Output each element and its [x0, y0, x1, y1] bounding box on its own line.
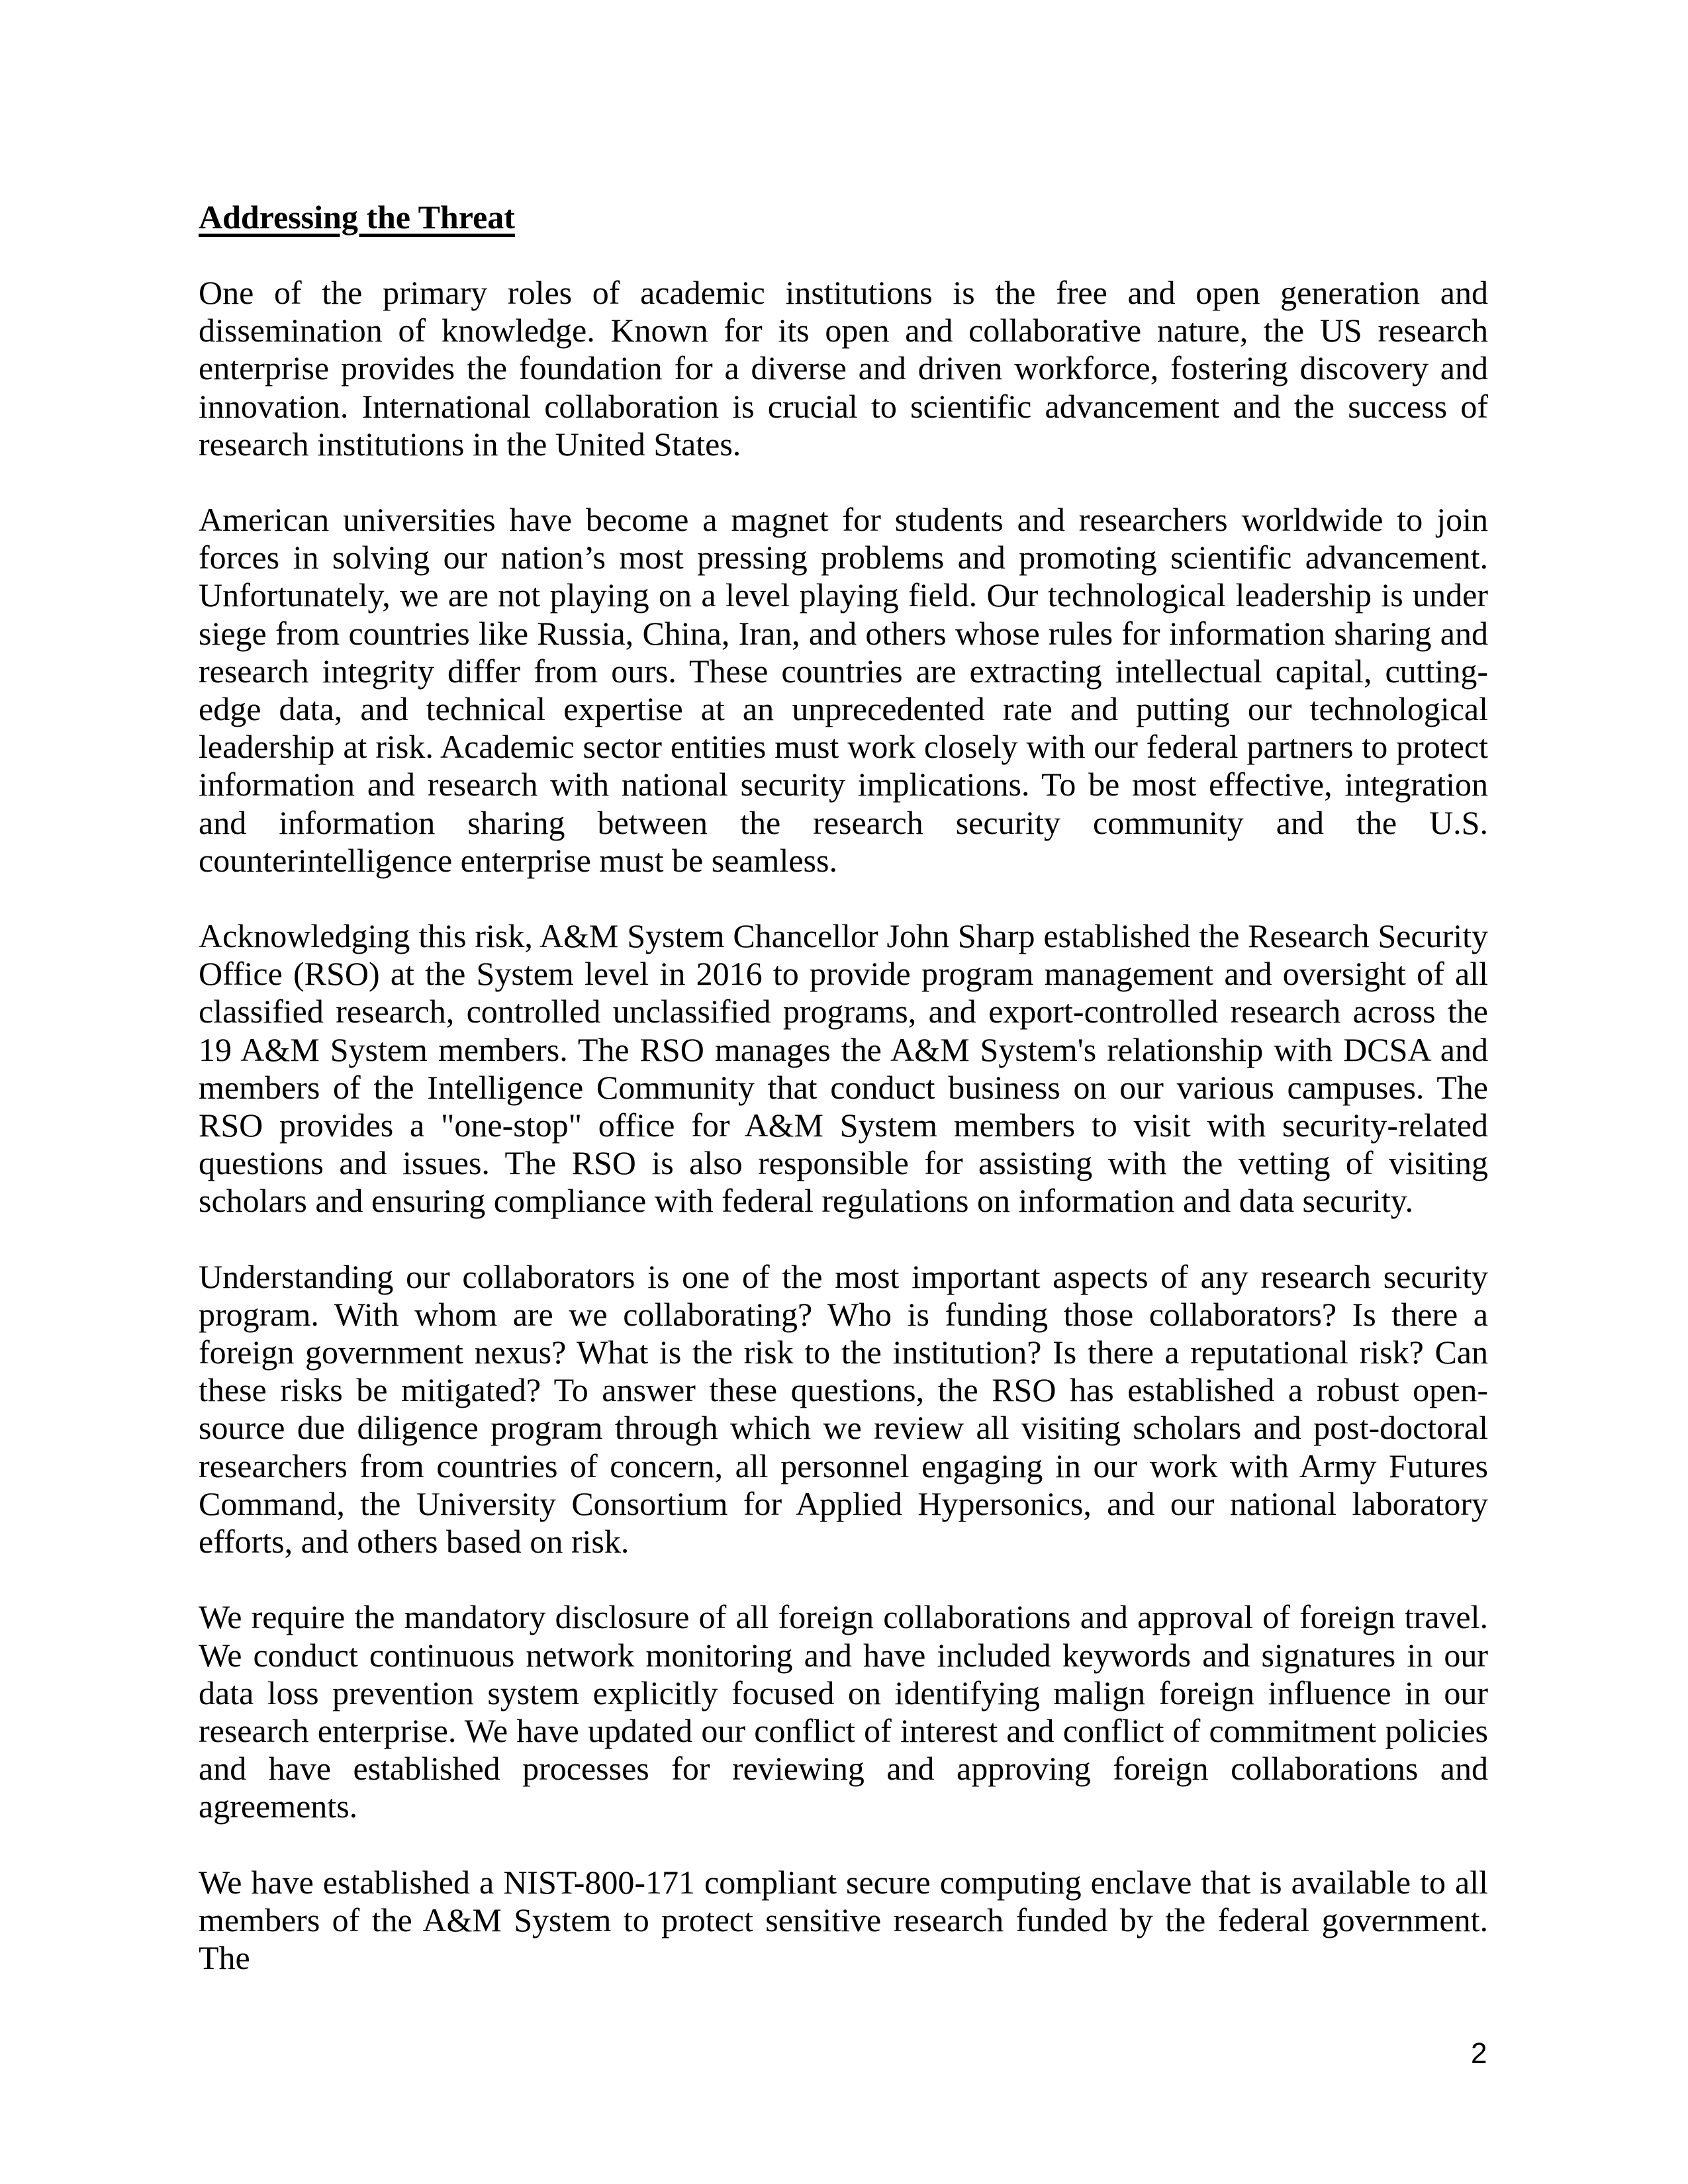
paragraph-threat-landscape: American universities have become a magnet for students and researchers worldwide to join forces in solving our nation’s most pressing problems and promoting scientific advancement. Unfortunately, we are not playing on a level playing field. Our technological leadership is under siege from countries like Russia, China, Iran, and others whose rules for information sharing and research integrity differ from ours. These countries are extracting intellectual capital, cutting-edge data, and technical expertise at an unprecedented rate and putting our technological leadership at risk. Academic sector entities must work closely with our federal partners to protect information and research with national security implications. To be most effective, integration and information sharing between the research security community and the U.S. counterintelligence enterprise must be seamless.	[199, 501, 1488, 879]
paragraph-open-collaboration: One of the primary roles of academic institutions is the free and open generation and dissemination of knowledge. Known for its open and collaborative nature, the US research enterprise provides the foundation for a diverse and driven workforce, fostering discovery and innovation. International collaboration is crucial to scientific advancement and the success of research institutions in the United States.	[199, 274, 1488, 463]
document-page	[199, 199, 1488, 2015]
paragraph-research-security-office: Acknowledging this risk, A&M System Chancellor John Sharp established the Research Security Office (RSO) at the System level in 2016 to provide program management and oversight of all classified research, controlled unclassified programs, and export-controlled research across the 19 A&M System members. The RSO manages the A&M System's relationship with DCSA and members of the Intelligence Community that conduct business on our various campuses. The RSO provides a "one-stop" office for A&M System members to visit with security-related questions and issues. The RSO is also responsible for assisting with the vetting of visiting scholars and ensuring compliance with federal regulations on information and data security.	[199, 917, 1488, 1220]
section-heading: Addressing the Threat	[199, 199, 515, 236]
page-number: 2	[1471, 2037, 1487, 2070]
paragraph-disclosure-monitoring: We require the mandatory disclosure of all foreign collaborations and approval of foreign travel. We conduct continuous network monitoring and have included keywords and signatures in our data loss prevention system explicitly focused on identifying malign foreign influence in our research enterprise. We have updated our conflict of interest and conflict of commitment policies and have established processes for reviewing and approving foreign collaborations and agreements.	[199, 1598, 1488, 1825]
paragraph-secure-enclave: We have established a NIST-800-171 compliant secure computing enclave that is available to all members of the A&M System to protect sensitive research funded by the federal government. The	[199, 1863, 1488, 1976]
paragraph-due-diligence: Understanding our collaborators is one of the most important aspects of any research security program. With whom are we collaborating? Who is funding those collaborators? Is there a foreign government nexus? What is the risk to the institution? Is there a reputational risk? Can these risks be mitigated? To answer these questions, the RSO has established a robust open-source due diligence program through which we review all visiting scholars and post-doctoral researchers from countries of concern, all personnel engaging in our work with Army Futures Command, the University Consortium for Applied Hypersonics, and our national laboratory efforts, and others based on risk.	[199, 1257, 1488, 1561]
